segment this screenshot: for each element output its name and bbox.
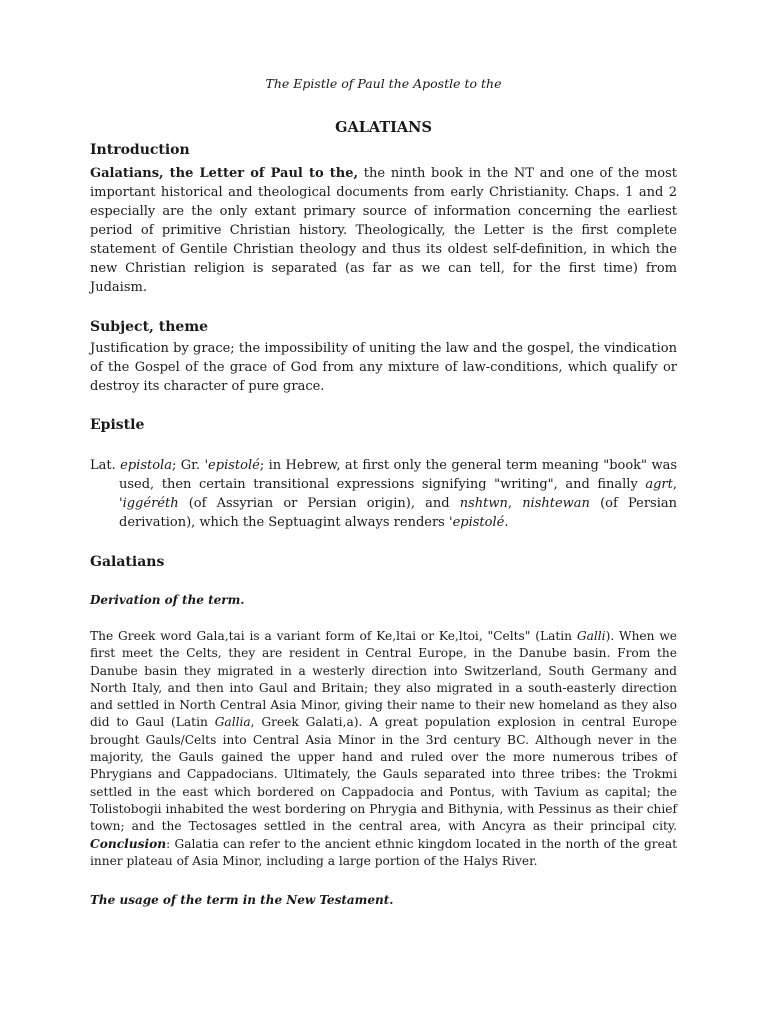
epistle-text-2: ; Gr. (171, 458, 205, 473)
derivation-text-1: The Greek word Gala,tai is a variant form of Ke,ltai or Ke,ltoi, "Celts" (Latin (90, 629, 577, 643)
derivation-heading: Derivation of the term. (90, 593, 245, 607)
epistle-term-nishtewan: nishtewan (522, 496, 590, 511)
epistle-term-latin: epistola (120, 458, 172, 473)
epistle-term-greek: 'epistolé (204, 458, 260, 473)
galatians-heading: Galatians (90, 554, 165, 570)
epistle-text-6: , (507, 496, 523, 511)
introduction-text: the ninth book in the NT and one of the most important historical and theological documents from early Christianity. Chaps. 1 and 2 especially are the only extant primary source of information concerning the earliest period of primitive Christian history. Theologically, the Letter is the first complete statement of Gentile Christian theology and thus its oldest self-definition, in which the new Christian religion is separated (as far as we can tell, for the first time) from Judaism. (90, 166, 677, 295)
introduction-heading: Introduction (90, 142, 190, 158)
epistle-term-nshtwn: nshtwn (459, 496, 508, 511)
document-subtitle: The Epistle of Paul the Apostle to the (265, 76, 502, 91)
epistle-text-1: Lat. (90, 458, 121, 473)
introduction-paragraph (90, 164, 677, 297)
derivation-term-galli: Galli (576, 629, 606, 643)
document-title: GALATIANS (335, 119, 432, 136)
epistle-paragraph (90, 456, 677, 532)
epistle-text-4: , (672, 477, 677, 492)
epistle-text-5: (of Assyrian or Persian origin), and (178, 496, 460, 511)
epistle-term-agrt: agrt (645, 477, 673, 492)
epistle-text-3: ; in Hebrew, at first only the general term meaning "book" was used, then certain transitional expressions signifying "writing", and finally (119, 458, 678, 492)
epistle-term-iggereth: 'iggéréth (119, 496, 179, 511)
derivation-term-gallia: Gallia (214, 715, 251, 730)
epistle-term-septuagint: 'epistolé (449, 515, 505, 530)
epistle-text-7: (of Persian derivation), which the Septuagint always renders (119, 496, 677, 530)
subject-heading: Subject, theme (90, 319, 209, 335)
introduction-lead: Galatians, the Letter of Paul to the, (90, 166, 359, 181)
epistle-text-8: . (504, 515, 509, 530)
epistle-heading: Epistle (90, 417, 145, 433)
subject-paragraph: Justification by grace; the impossibility of uniting the law and the gospel, the vindication of the Gospel of the grace of God from any mixture of law-conditions, which qualify or destroy its character of pure grace. (90, 341, 677, 394)
derivation-text-4: : Galatia can refer to the ancient ethnic kingdom located in the north of the great inner plateau of Asia Minor, including a large portion of the Halys River. (90, 836, 677, 868)
derivation-paragraph (90, 628, 677, 870)
derivation-text-2: ). When we first meet the Celts, they are resident in Central Europe, in the Danube basin. From the Danube basin they migrated in a westerly direction into Switzerland, South Germany and North Italy, and then into Gaul and Britain; they also migrated in a south-easterly direction and settled in North Central Asia Minor, giving their name to their new homeland as they also did to Gaul (Latin (90, 629, 678, 730)
usage-heading: The usage of the term in the New Testament. (90, 893, 394, 907)
conclusion-label: Conclusion (90, 836, 167, 851)
derivation-text-3: , Greek Galati,a). A great population explosion in central Europe brought Gauls/Celts into Central Asia Minor in the 3rd century BC. Although never in the majority, the Gauls gained the upper hand and ruled over the more numerous tribes of Phrygians and Cappadocians. Ultimately, the Gauls separated into three tribes: the Trokmi settled in the east which bordered on Cappadocia and Pontus, with Tavium as capital; the Tolistobogii inhabited the west bordering on Phrygia and Bithynia, with Pessinus as their chief town; and the Tectosages settled in the central area, with Ancyra as their principal city. (90, 715, 677, 834)
